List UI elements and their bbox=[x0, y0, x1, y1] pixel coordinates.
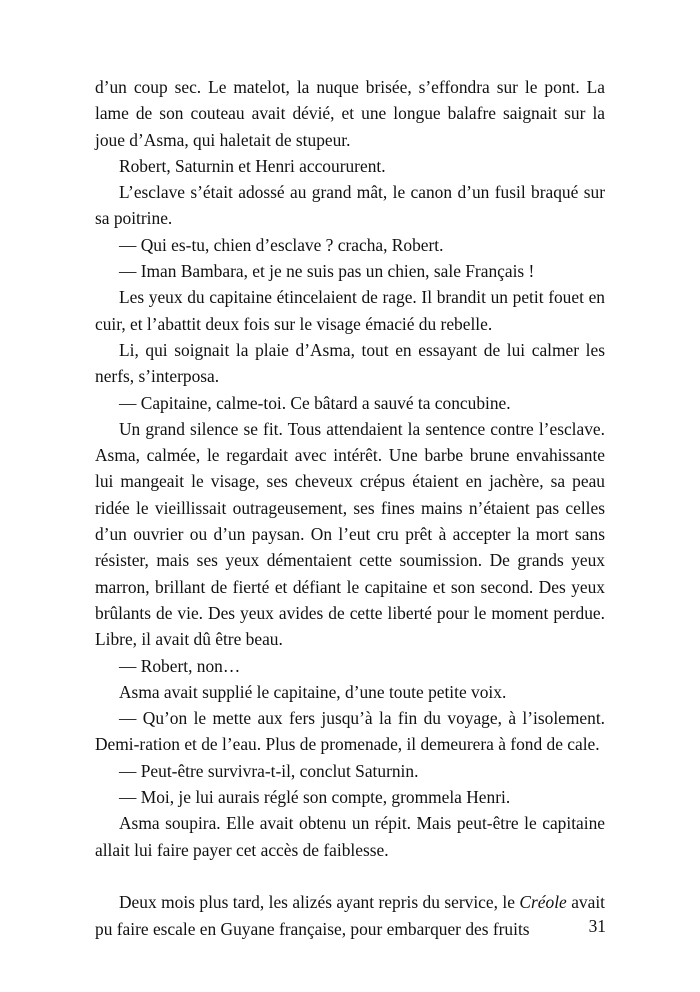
section-paragraph bbox=[95, 889, 605, 942]
page-body bbox=[95, 74, 605, 942]
paragraph-text: avait pu faire escale en Guyane française, pour embarquer des fruits bbox=[95, 892, 605, 939]
paragraph: d’un coup sec. Le matelot, la nuque brisée, s’effondra sur le pont. La lame de son couteau avait dévié, et une longue balafre saignait sur la joue d’Asma, qui haletait de stupeur. bbox=[95, 77, 605, 150]
paragraph: Asma soupira. Elle avait obtenu un répit. Mais peut-être le capitaine allait lui faire payer cet accès de faiblesse. bbox=[95, 813, 605, 860]
paragraph: Asma avait supplié le capitaine, d’une toute petite voix. bbox=[119, 681, 507, 702]
dialogue-line: — Peut-être survivra-t-il, conclut Saturnin. bbox=[119, 760, 419, 781]
paragraph: L’esclave s’était adossé au grand mât, le canon d’un fusil braqué sur sa poitrine. bbox=[95, 182, 605, 229]
paragraph: Les yeux du capitaine étincelaient de rage. Il brandit un petit fouet en cuir, et l’abattit deux fois sur le visage émacié du rebelle. bbox=[95, 287, 605, 334]
dialogue-line: — Qui es-tu, chien d’esclave ? cracha, Robert. bbox=[119, 234, 444, 255]
dialogue-line: — Robert, non… bbox=[119, 655, 241, 676]
dialogue-line: — Iman Bambara, et je ne suis pas un chien, sale Français ! bbox=[119, 261, 535, 282]
paragraph: Robert, Saturnin et Henri accoururent. bbox=[119, 155, 386, 176]
page-number: 31 bbox=[588, 916, 606, 936]
ship-name: Créole bbox=[519, 892, 567, 913]
paragraph: Un grand silence se fit. Tous attendaient la sentence contre l’esclave. Asma, calmée, le regardait avec intérêt. Une barbe brune envahissante lui mangeait le visage, ses cheveux crépus étaient en jachère, sa peau ridée le vieillissait outrageusement, ses fines mains n’étaient pas celles d’un ouvrier ou d’un paysan. On l’eut cru prêt à accepter la mort sans résister, mais ses yeux démentaient cette soumission. De grands yeux marron, brillant de fierté et défiant le capitaine et son second. Des yeux brûlants de vie. Des yeux avides de cette liberté pour le moment perdue. Libre, il avait dû être beau. bbox=[95, 418, 605, 650]
paragraph: Li, qui soignait la plaie d’Asma, tout en essayant de lui calmer les nerfs, s’interposa. bbox=[95, 339, 605, 387]
dialogue-line: — Moi, je lui aurais réglé son compte, grommela Henri. bbox=[119, 787, 511, 808]
dialogue-line: — Capitaine, calme-toi. Ce bâtard a sauvé ta concubine. bbox=[119, 392, 511, 413]
dialogue-line: — Qu’on le mette aux fers jusqu’à la fin du voyage, à l’isolement. Demi-ration et de l’eau. Plus de promenade, il demeurera à fond de cale. bbox=[95, 708, 605, 755]
paragraph-text: Deux mois plus tard, les alizés ayant repris du service, le bbox=[119, 892, 520, 913]
